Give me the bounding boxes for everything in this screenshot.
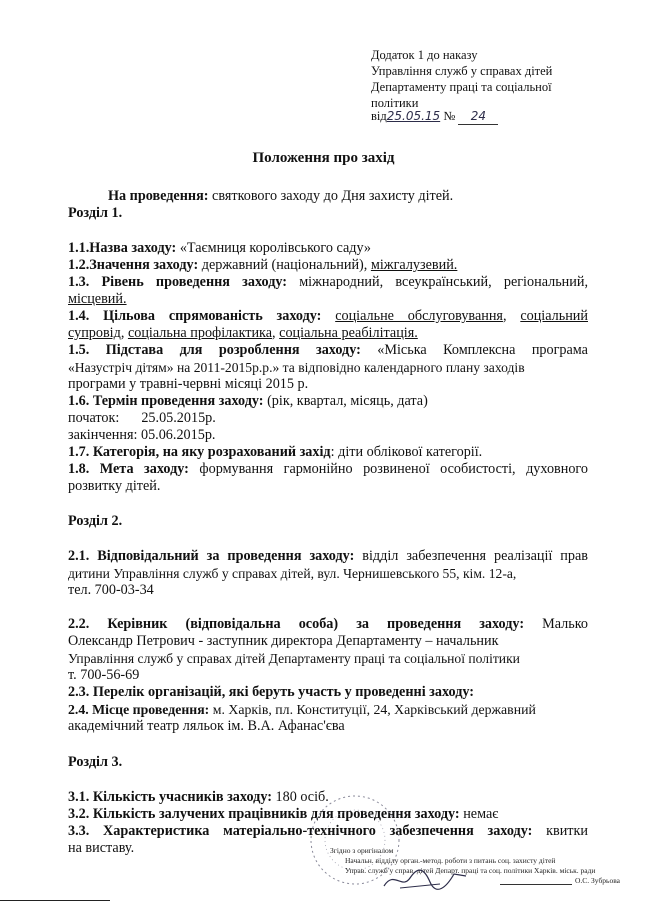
item-value: формування гармонійно розвиненої особистості, духовного bbox=[188, 461, 588, 477]
stamp-line-3: Управ. служб у справ. дітей Департ. праці та соц. політики Харків. міськ. ради bbox=[345, 866, 596, 875]
end-label: закінчення: bbox=[68, 427, 138, 443]
item-label: 1.7. Категорія, на яку розрахований захід bbox=[68, 444, 331, 460]
item-value: Малько bbox=[524, 616, 588, 632]
item-value-underlined: місцевий. bbox=[68, 291, 127, 307]
item-value: : діти облікової категорії. bbox=[330, 444, 483, 460]
item-2-2 bbox=[68, 616, 588, 633]
header-date-line bbox=[371, 109, 498, 125]
item-1-6-end bbox=[68, 427, 588, 444]
stamp-line-1: Згідно з оригіналом bbox=[330, 846, 394, 855]
item-1-2 bbox=[68, 257, 588, 274]
item-2-2-line-4: т. 700-56-69 bbox=[68, 667, 140, 683]
stamp-line-2: Начальн. відділу орган.-метод. роботи з питань соц. захисту дітей bbox=[345, 856, 556, 865]
item-label: 3.2. Кількість залучених працівників для проведення заходу: bbox=[68, 806, 460, 822]
item-1-7 bbox=[68, 444, 588, 461]
item-1-5-line-3: програми у травні-червні місяці 2015 р. bbox=[68, 376, 309, 392]
document-title: Положення про захід bbox=[252, 150, 395, 166]
item-1-1 bbox=[68, 240, 588, 257]
section-2-heading: Розділ 2. bbox=[68, 513, 123, 529]
item-label: 1.3. Рівень проведення заходу: bbox=[68, 274, 288, 290]
item-2-3 bbox=[68, 684, 588, 701]
item-label: 1.4. Цільова спрямованість заходу: bbox=[68, 308, 322, 324]
separator: , bbox=[502, 308, 521, 324]
item-label: 1.6. Термін проведення заходу: bbox=[68, 393, 264, 409]
item-value-underlined: соціальний bbox=[520, 308, 588, 324]
item-3-3-cont: на виставу. bbox=[68, 840, 135, 856]
item-1-8-cont: розвитку дітей. bbox=[68, 478, 161, 494]
item-2-1-line-2: дитини Управління служб у справах дітей, вул. Чернишевського 55, кім. 12-а, bbox=[68, 566, 517, 581]
end-value: 05.06.2015р. bbox=[140, 427, 216, 443]
start-label: початок: bbox=[68, 410, 120, 426]
item-value-underlined: соціальна профілактика bbox=[127, 325, 273, 341]
separator: , bbox=[120, 325, 128, 341]
section-3-heading: Розділ 3. bbox=[68, 754, 123, 770]
item-1-6 bbox=[68, 393, 588, 410]
item-value: «Таємниця королівського саду» bbox=[176, 240, 372, 256]
header-line-2: Управління служб у справах дітей bbox=[371, 64, 553, 78]
separator: , bbox=[272, 325, 280, 341]
item-1-5-line-2: «Назустріч дітям» на 2011-2015р.р.» та відповідно календарного плану заходів bbox=[68, 360, 525, 375]
item-value: «Міська Комплексна програма bbox=[360, 342, 588, 358]
item-value: немає bbox=[459, 806, 499, 822]
item-1-4-cont bbox=[68, 325, 588, 342]
item-value: м. Харків, пл. Конституції, 24, Харківський державний bbox=[209, 702, 536, 717]
item-1-8 bbox=[68, 461, 588, 478]
item-value: державний (національний), bbox=[198, 257, 371, 273]
item-2-2-line-3: Управління служб у справах дітей Департаменту праці та соціальної політики bbox=[68, 651, 520, 666]
item-value: міжнародний, всеукраїнський, регіональний, bbox=[287, 274, 588, 290]
intro-label: На проведення: bbox=[108, 188, 209, 204]
date-prefix: від bbox=[371, 109, 387, 123]
item-value-underlined: соціальне обслуговування bbox=[335, 308, 503, 324]
signature-icon bbox=[380, 864, 470, 894]
item-label: 2.1. Відповідальний за проведення заходу: bbox=[68, 548, 355, 564]
item-1-3-cont bbox=[68, 291, 588, 308]
item-value-underlined: міжгалузевий. bbox=[370, 257, 458, 273]
item-2-4 bbox=[68, 701, 588, 718]
item-2-4-line-2: академічний театр ляльок ім. В.А. Афанас'єва bbox=[68, 718, 345, 734]
start-value: 25.05.2015р. bbox=[141, 410, 216, 426]
item-label: 1.5. Підстава для розроблення заходу: bbox=[68, 342, 361, 358]
header-line-3: Департаменту праці та соціальної bbox=[371, 80, 552, 94]
item-label: 1.2.Значення заходу: bbox=[68, 257, 199, 273]
intro-text: святкового заходу до Дня захисту дітей. bbox=[208, 188, 454, 204]
item-1-4 bbox=[68, 308, 588, 325]
header-line-4: політики bbox=[371, 96, 419, 110]
item-label: 2.4. Місце проведення: bbox=[68, 702, 210, 717]
item-1-6-start bbox=[68, 410, 588, 427]
handwritten-number: 24 bbox=[458, 109, 498, 125]
item-value: відділ забезпечення реалізації прав bbox=[354, 548, 588, 564]
header-line-1: Додаток 1 до наказу bbox=[371, 48, 478, 62]
item-2-1 bbox=[68, 548, 588, 565]
item-1-5 bbox=[68, 342, 588, 359]
item-value-underlined: супровід bbox=[68, 325, 121, 341]
footer-divider bbox=[0, 900, 110, 901]
intro-line bbox=[108, 188, 588, 205]
handwritten-date: 25.05.15 bbox=[386, 109, 441, 123]
item-value-underlined: соціальна реабілітація. bbox=[279, 325, 418, 341]
item-2-2-line-2: Олександр Петрович - заступник директора Департаменту – начальник bbox=[68, 633, 499, 649]
item-2-1-line-3: тел. 700-03-34 bbox=[68, 582, 154, 598]
item-value: квитки bbox=[532, 823, 588, 839]
item-value: 180 осіб. bbox=[271, 789, 329, 805]
item-label: 1.8. Мета заходу: bbox=[68, 461, 189, 477]
stamp-line-4: О.С. Зубрьова bbox=[575, 876, 620, 885]
number-sign: № bbox=[443, 109, 456, 123]
item-1-3 bbox=[68, 274, 588, 291]
item-label: 2.3. Перелік організацій, які беруть участь у проведенні заходу: bbox=[68, 684, 475, 700]
section-1-heading: Розділ 1. bbox=[68, 205, 123, 221]
item-label: 2.2. Керівник (відповідальна особа) за проведення заходу: bbox=[68, 616, 525, 632]
item-label: 3.1. Кількість учасників заходу: bbox=[68, 789, 272, 805]
item-value: (рік, квартал, місяць, дата) bbox=[263, 393, 428, 409]
item-label: 1.1.Назва заходу: bbox=[68, 240, 177, 256]
signature-line bbox=[500, 884, 572, 885]
item-label: 3.3. Характеристика матеріально-технічного забезпечення заходу: bbox=[68, 823, 533, 839]
